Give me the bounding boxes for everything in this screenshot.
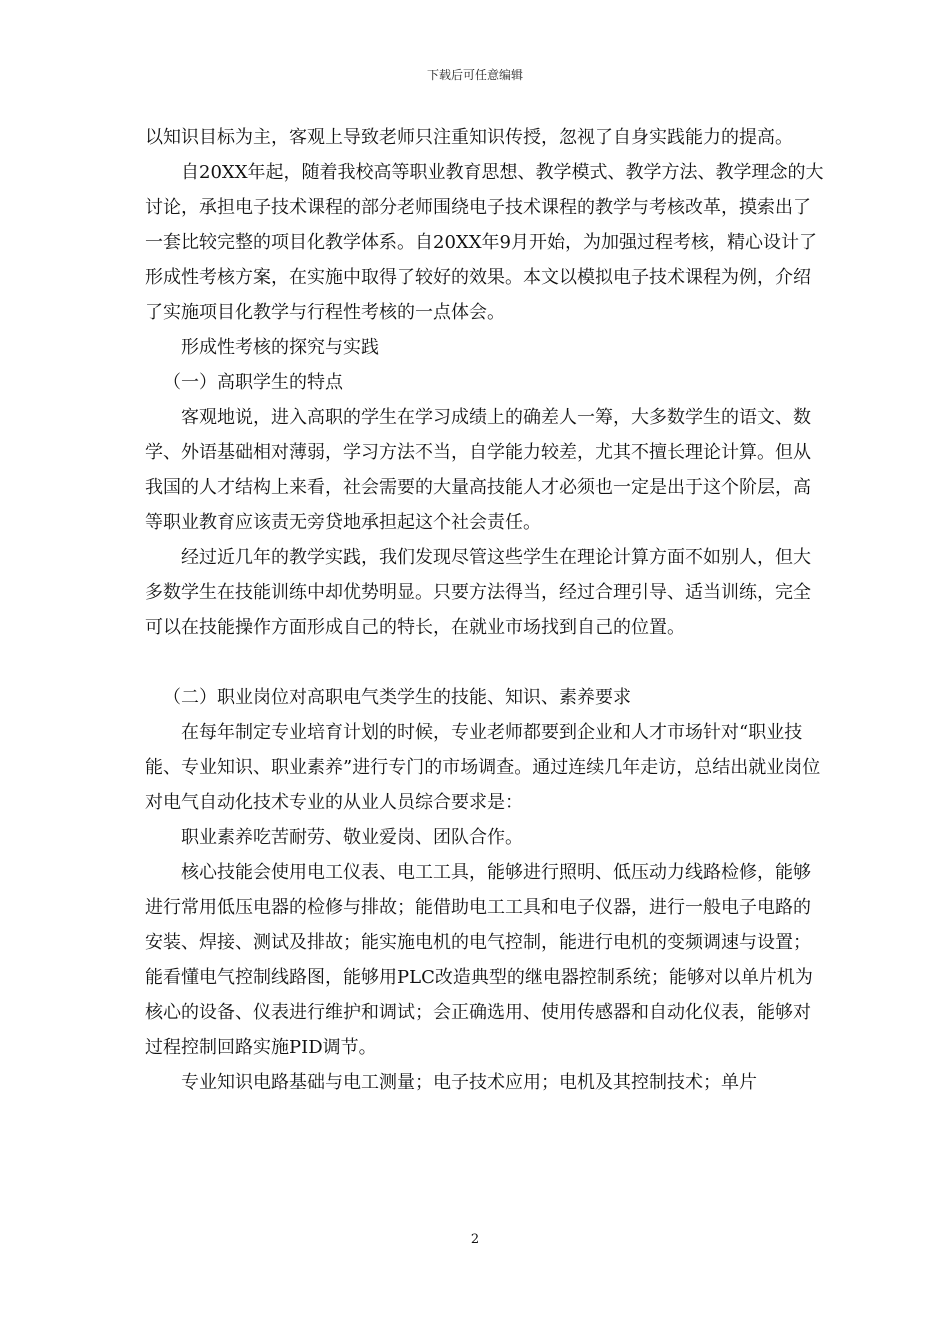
page-number: 2 xyxy=(470,1232,480,1247)
subsection-heading-1: （一）高职学生的特点 xyxy=(163,372,343,393)
paragraph-spacer xyxy=(145,645,825,680)
subsection-heading-2: （二）职业岗位对高职电气类学生的技能、知识、素养要求 xyxy=(163,687,631,708)
paragraph-professional-quality: 职业素养吃苦耐劳、敬业爱岗、团队合作。 xyxy=(181,827,523,848)
paragraph-core-skills: 核心技能会使用电工仪表、电工工具，能够进行照明、低压动力线路检修，能够进行常用低压电器的检修与排故；能借助电工工具和电子仪器，进行一般电子电路的安装、焊接、测试及排故；能实施电机的电气控制，能进行电机的变频调速与设置；能看懂电气控制线路图，能够用PLC改造典型的继电器控制系统；能够对以单片机为核心的设备、仪表进行维护和调试；会正确选用、使用传感器和自动化仪表，能够对过程控制回路实施PID调节。 xyxy=(145,862,813,1058)
paragraph-teaching-practice: 经过近几年的教学实践，我们发现尽管这些学生在理论计算方面不如别人，但大多数学生在技能训练中却优势明显。只要方法得当，经过合理引导、适当训练，完全可以在技能操作方面形成自己的特长，在就业市场找到自己的位置。 xyxy=(145,547,811,638)
paragraph-market-survey: 在每年制定专业培育计划的时候，专业老师都要到企业和人才市场针对“职业技能、专业知识、职业素养”进行专门的市场调查。通过连续几年走访，总结出就业岗位对电气自动化技术专业的从业人员综合要求是： xyxy=(145,722,821,813)
paragraph-professional-knowledge: 专业知识电路基础与电工测量；电子技术应用；电机及其控制技术；单片 xyxy=(181,1072,757,1093)
document-body xyxy=(145,120,825,1100)
paragraph-intro: 自20XX年起，随着我校高等职业教育思想、教学模式、教学方法、教学理念的大讨论，承担电子技术课程的部分老师围绕电子技术课程的教学与考核改革，摸索出了一套比较完整的项目化教学体系。自20XX年9月开始，为加强过程考核，精心设计了形成性考核方案，在实施中取得了较好的效果。本文以模拟电子技术课程为例，介绍了实施项目化教学与行程性考核的一点体会。 xyxy=(145,162,824,323)
paragraph-continuation: 以知识目标为主，客观上导致老师只注重知识传授，忽视了自身实践能力的提高。 xyxy=(145,127,793,148)
paragraph-student-traits: 客观地说，进入高职的学生在学习成绩上的确差人一筹，大多数学生的语文、数学、外语基础相对薄弱，学习方法不当，自学能力较差，尤其不擅长理论计算。但从我国的人才结构上来看，社会需要的大量高技能人才必须也一定是出于这个阶层，高等职业教育应该责无旁贷地承担起这个社会责任。 xyxy=(145,407,811,533)
section-heading: 形成性考核的探究与实践 xyxy=(181,337,379,358)
page-header-note: 下载后可任意编辑 xyxy=(426,68,523,82)
